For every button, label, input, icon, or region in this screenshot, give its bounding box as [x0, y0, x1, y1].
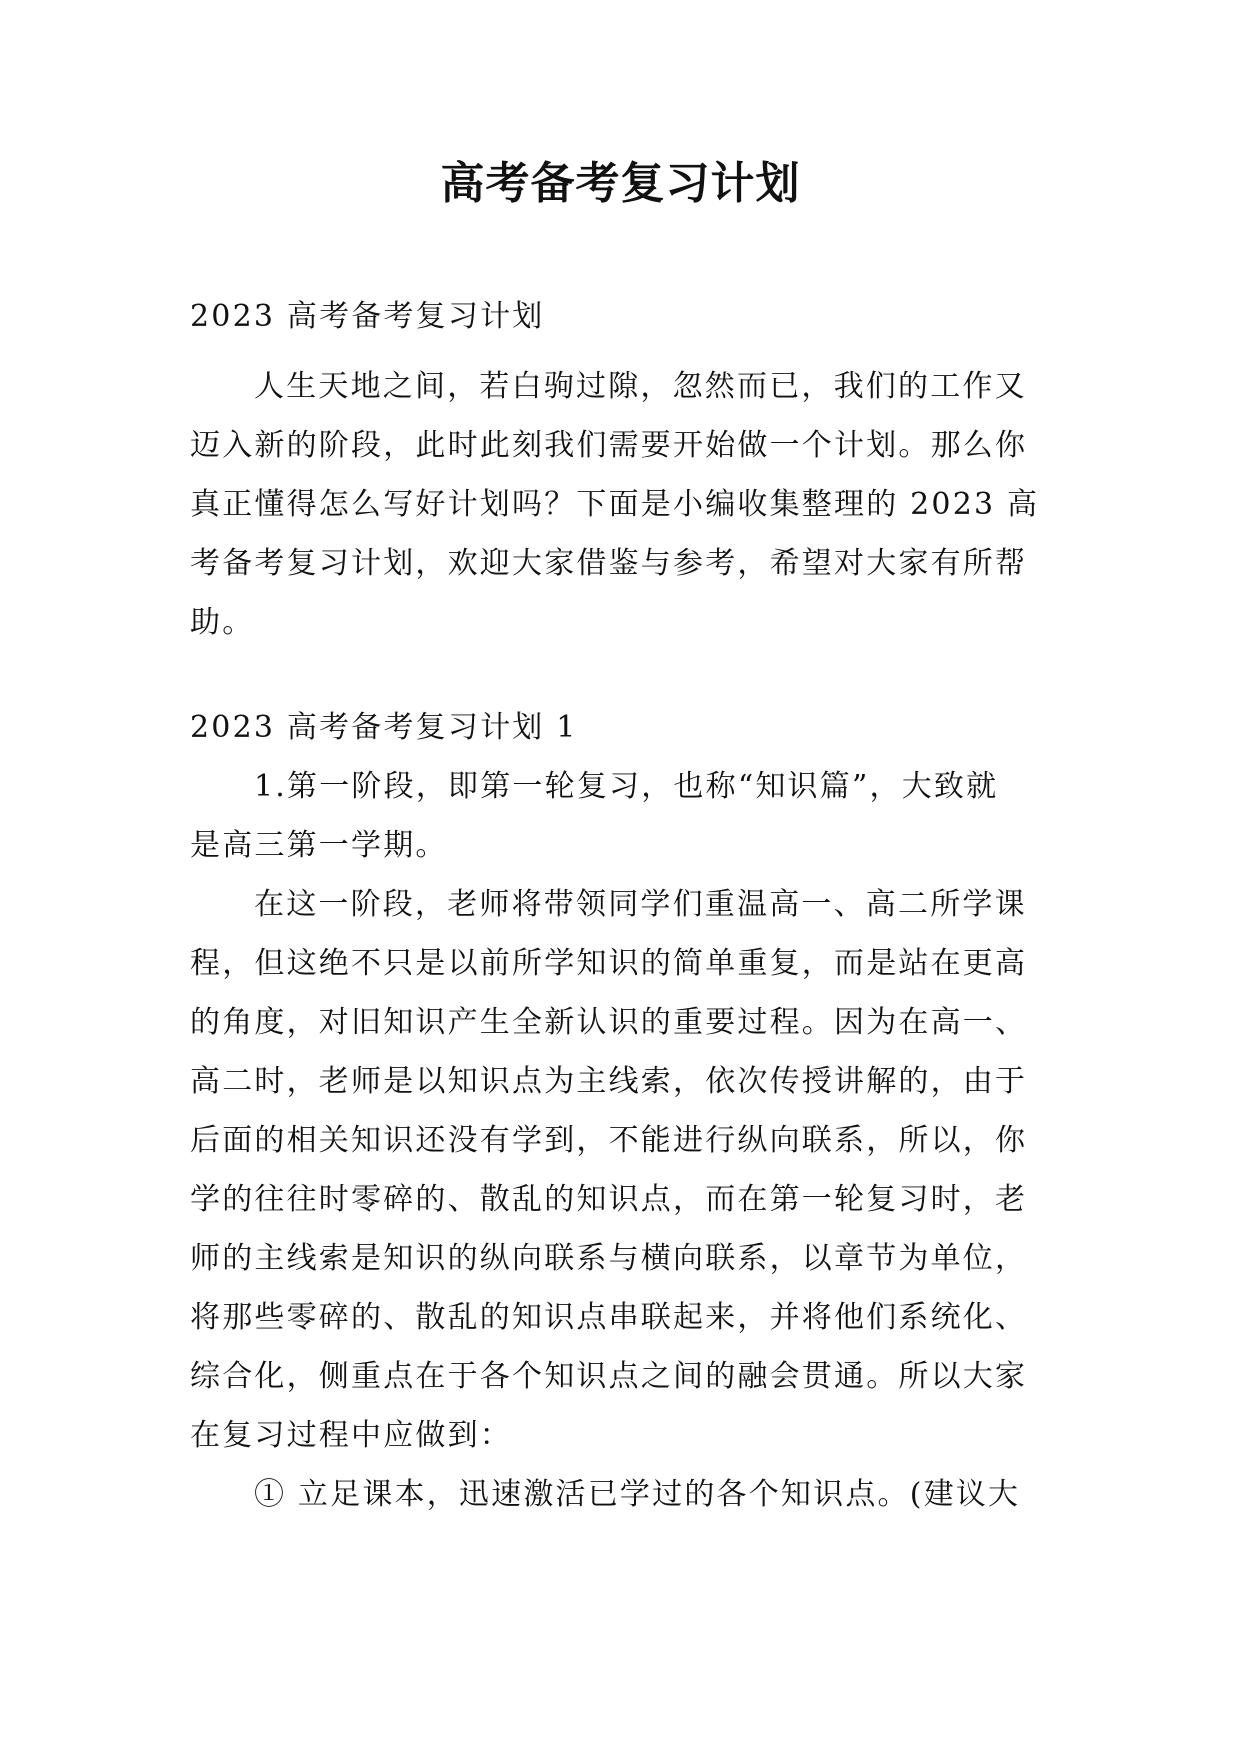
stage1-detail-line-4: 高二时，老师是以知识点为主线索，依次传授讲解的，由于	[190, 1064, 1028, 1099]
stage1-detail-line-9: 综合化，侧重点在于各个知识点之间的融会贯通。所以大家	[190, 1359, 1028, 1394]
intro-line-5: 助。	[190, 605, 255, 640]
stage1-detail-line-8: 将那些零碎的、散乱的知识点串联起来，并将他们系统化、	[190, 1300, 1028, 1335]
stage1-line-1: 1.第一阶段，即第一轮复习，也称“知识篇”，大致就	[254, 769, 999, 804]
stage1-detail-line-6: 学的往往时零碎的、散乱的知识点，而在第一轮复习时，老	[190, 1182, 1028, 1217]
stage1-detail-line-7: 师的主线索是知识的纵向联系与横向联系，以章节为单位，	[190, 1241, 1028, 1276]
stage1-detail-line-5: 后面的相关知识还没有学到，不能进行纵向联系，所以，你	[190, 1123, 1028, 1158]
stage1-line-2: 是高三第一学期。	[190, 828, 448, 863]
stage1-detail-line-10: 在复习过程中应做到：	[190, 1418, 512, 1453]
intro-line-4: 考备考复习计划，欢迎大家借鉴与参考，希望对大家有所帮	[190, 546, 1028, 581]
point-1-line: ① 立足课本，迅速激活已学过的各个知识点。(建议大	[254, 1477, 1021, 1512]
document-title: 高考备考复习计划	[440, 158, 801, 209]
intro-line-1: 人生天地之间，若白驹过隙，忽然而已，我们的工作又	[254, 369, 1027, 404]
stage1-detail-line-1: 在这一阶段，老师将带领同学们重温高一、高二所学课	[254, 887, 1027, 922]
document-subtitle: 2023 高考备考复习计划	[190, 299, 545, 334]
intro-line-3: 真正懂得怎么写好计划吗？下面是小编收集整理的 2023 高	[190, 487, 1040, 522]
section-heading: 2023 高考备考复习计划 1	[190, 710, 578, 745]
stage1-detail-line-2: 程，但这绝不只是以前所学知识的简单重复，而是站在更高	[190, 946, 1028, 981]
stage1-detail-line-3: 的角度，对旧知识产生全新认识的重要过程。因为在高一、	[190, 1005, 1028, 1040]
intro-line-2: 迈入新的阶段，此时此刻我们需要开始做一个计划。那么你	[190, 428, 1028, 463]
